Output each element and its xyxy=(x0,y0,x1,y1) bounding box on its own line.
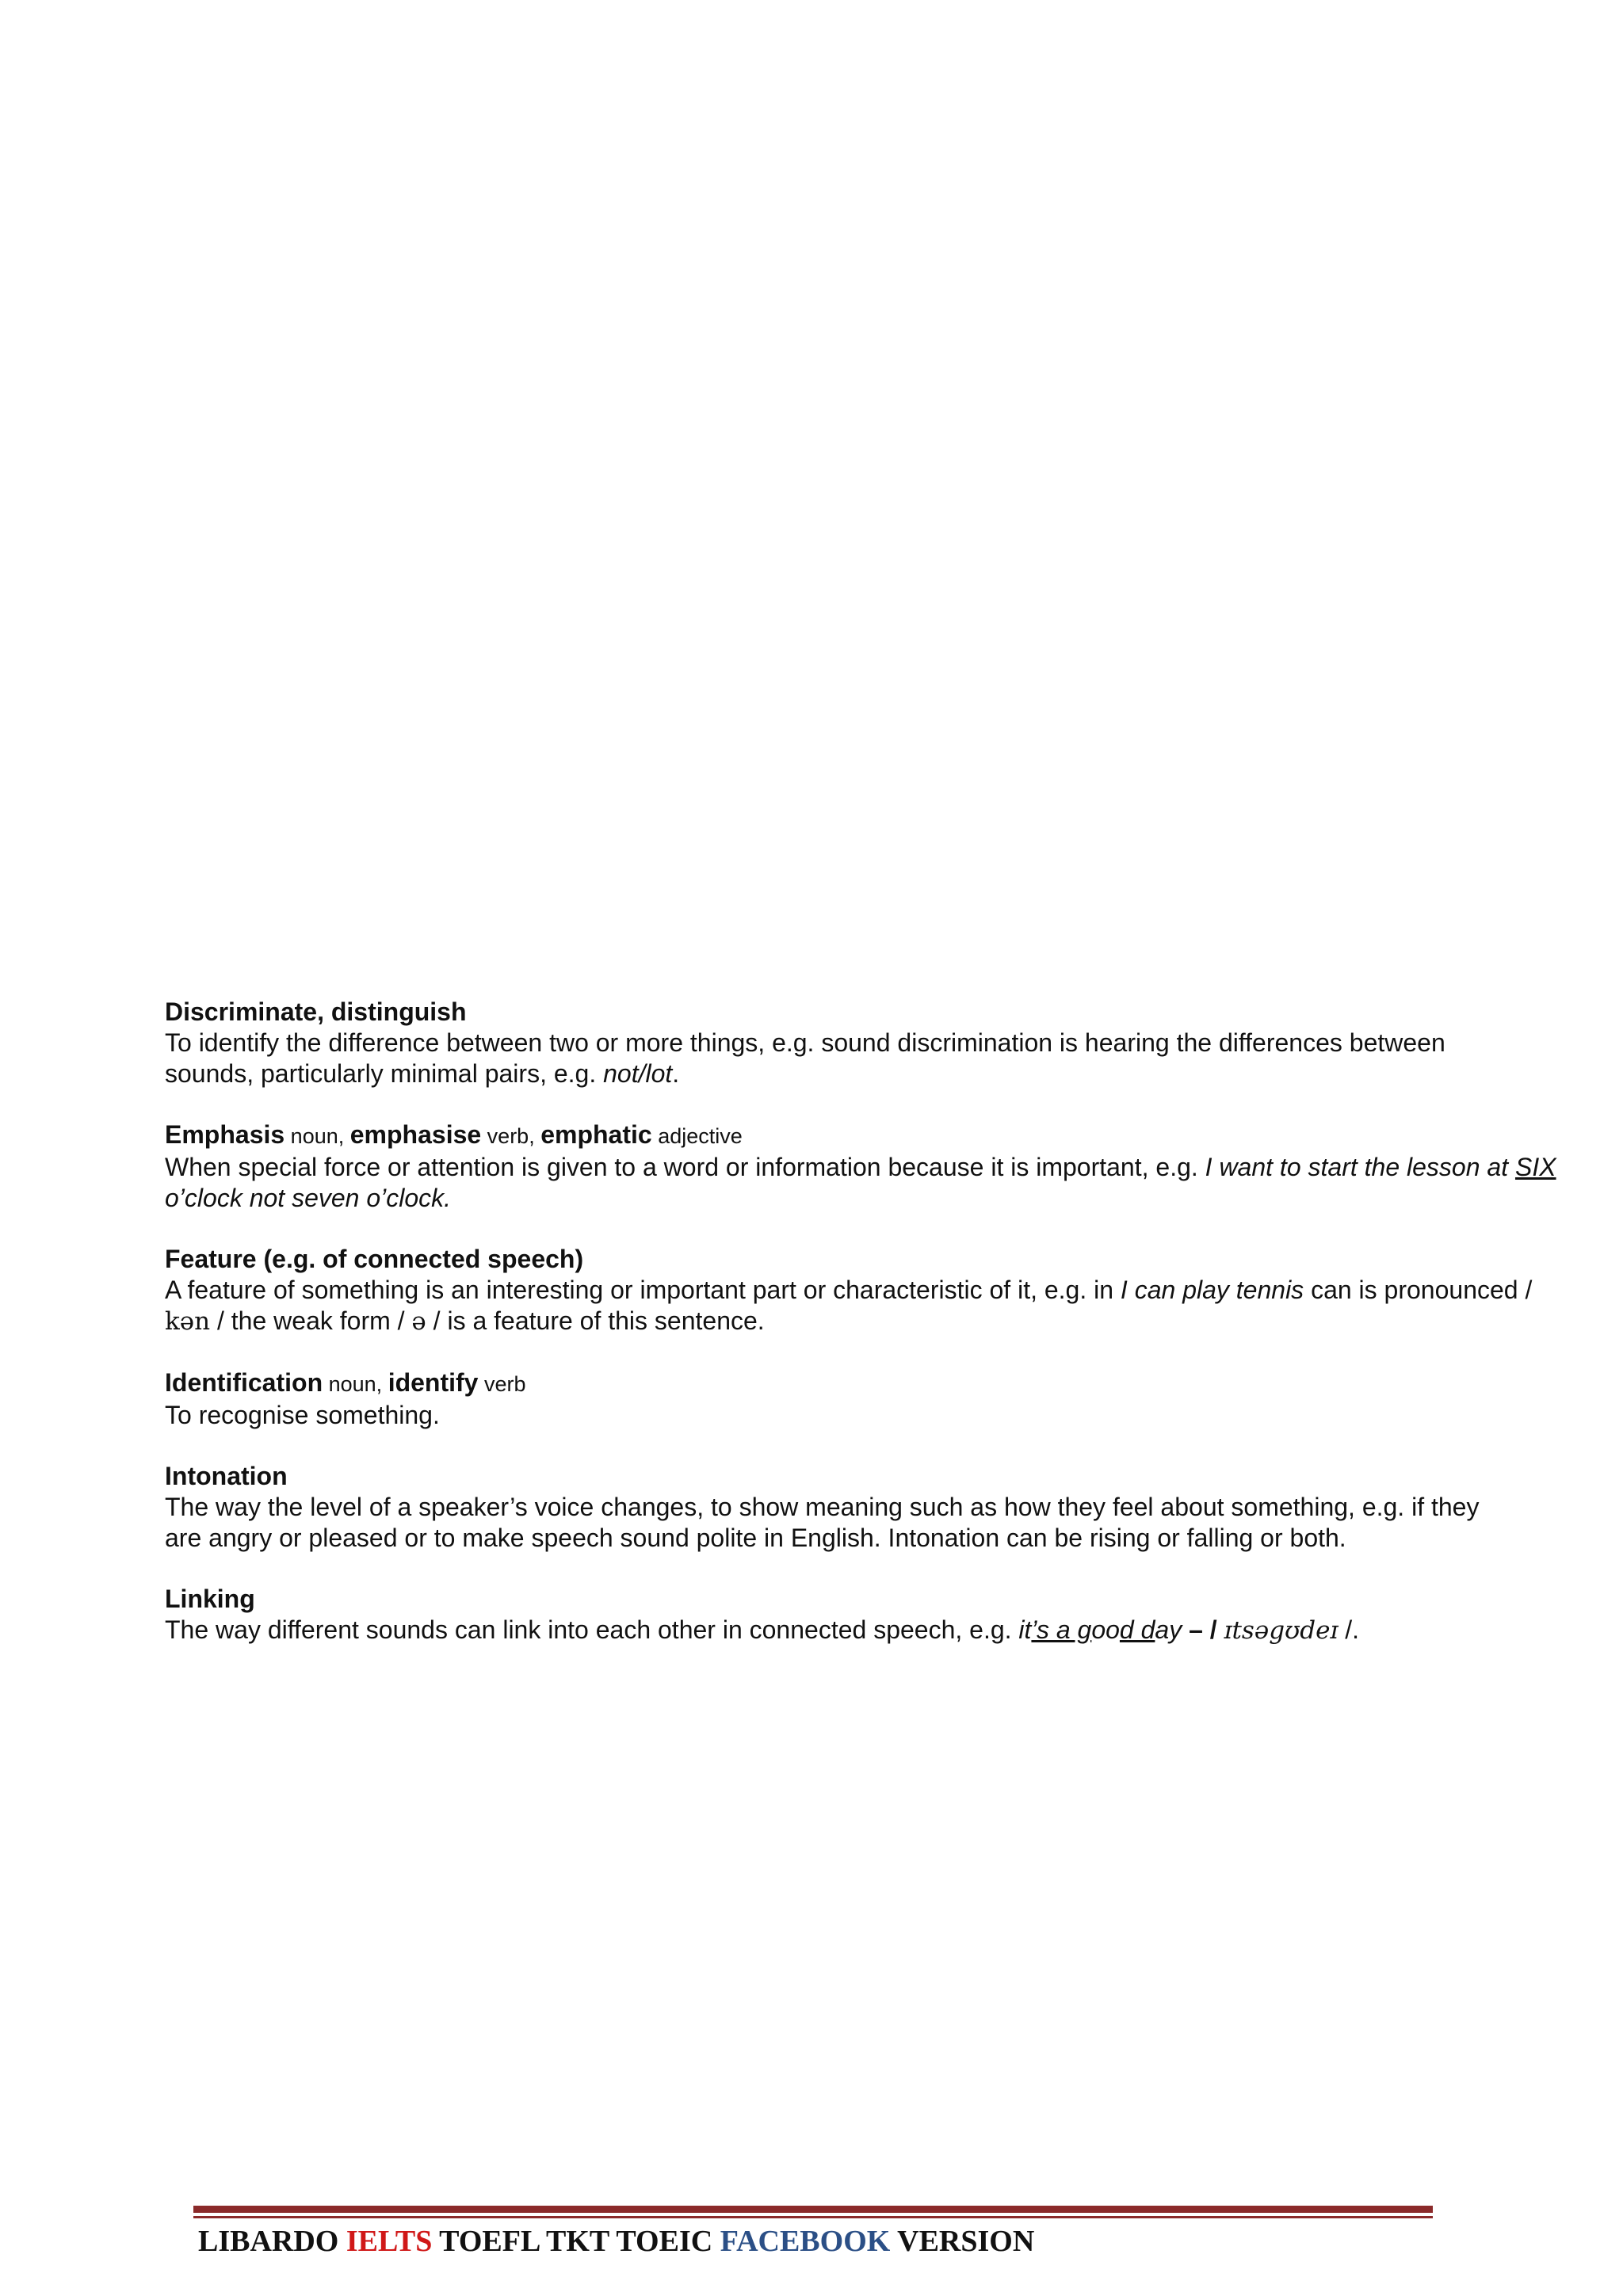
example-text: I want to start the lesson at SIX o’clock not seven o’clock. xyxy=(165,1153,1556,1212)
glossary xyxy=(165,997,1575,1676)
part-of-speech: noun, xyxy=(323,1372,388,1396)
entry-linking xyxy=(165,1584,1575,1646)
footer-credit: LIBARDO IELTS TOEFL TKT TOEIC FACEBOOK VERSION xyxy=(198,2225,1035,2258)
part-of-speech: adjective xyxy=(651,1124,743,1148)
footer-ielts: IELTS xyxy=(346,2225,433,2258)
footer-divider-thick xyxy=(193,2206,1433,2213)
term-definition: The way different sounds can link into each other in connected speech, e.g. it’s a good day – / ɪtsəgʊdeɪ /. xyxy=(165,1615,1360,1645)
entry-identification xyxy=(165,1367,1575,1431)
part-of-speech: verb, xyxy=(481,1124,541,1148)
term-heading: Emphasis noun, emphasise verb, emphatic adjective xyxy=(165,1120,743,1149)
entry-feature xyxy=(165,1244,1575,1337)
entry-discriminate xyxy=(165,997,1575,1089)
part-of-speech: verb xyxy=(478,1372,526,1396)
term-definition: A feature of something is an interesting or important part or characteristic of it, e.g. in I can play tennis can is pronounced / kən / the weak form / ə / is a feature of this sentence. xyxy=(165,1276,1533,1336)
entry-emphasis xyxy=(165,1119,1575,1214)
part-of-speech: noun, xyxy=(285,1124,350,1148)
term-heading: Feature (e.g. of connected speech) xyxy=(165,1245,584,1273)
term-definition: To recognise something. xyxy=(165,1401,440,1429)
term-heading: Discriminate, distinguish xyxy=(165,997,467,1026)
footer-divider-thin xyxy=(193,2216,1433,2218)
term-definition: To identify the difference between two or more things, e.g. sound discrimination is hearing the differences between sounds, particularly minimal pairs, e.g. not/lot. xyxy=(165,1028,1445,1088)
entry-intonation xyxy=(165,1461,1575,1554)
term-heading: Linking xyxy=(165,1585,255,1613)
example-text: not/lot xyxy=(603,1059,673,1088)
footer-divider xyxy=(193,2206,1433,2220)
term-definition: When special force or attention is given to a word or information because it is important, e.g. I want to start the lesson at SIX o’clock not seven o’clock. xyxy=(165,1153,1556,1212)
term-definition: The way the level of a speaker’s voice changes, to show meaning such as how they feel about something, e.g. if they are angry or pleased or to make speech sound polite in English. Intonation can be rising or falling or both. xyxy=(165,1493,1480,1552)
term-heading: Intonation xyxy=(165,1462,288,1490)
phonetic-transcription: ə xyxy=(411,1307,426,1336)
footer-facebook: FACEBOOK xyxy=(720,2225,891,2258)
phonetic-transcription: ɪtsəgʊdeɪ xyxy=(1224,1616,1338,1645)
term-heading: Identification noun, identify verb xyxy=(165,1368,526,1397)
phonetic-transcription: kən xyxy=(165,1307,211,1336)
example-text: I can play tennis xyxy=(1120,1276,1304,1304)
example-text: it’s a good day xyxy=(1018,1615,1182,1644)
